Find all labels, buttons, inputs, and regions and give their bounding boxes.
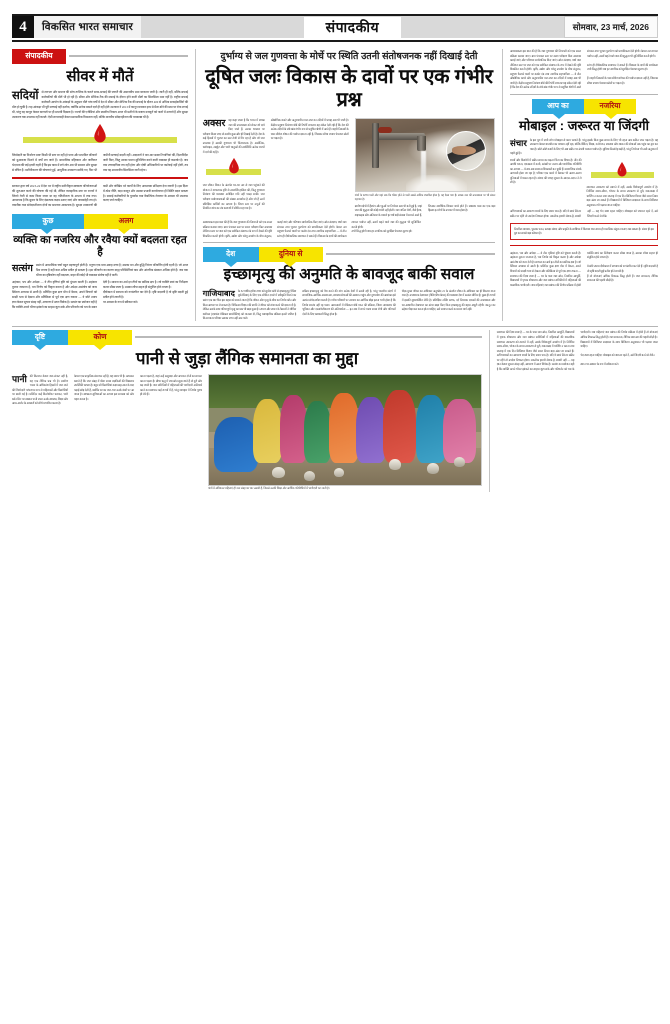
middle-tag-rule [326, 253, 496, 255]
bottom-dropcap: पानी [12, 373, 27, 384]
right-filler-body-1: आवश्यकता इस बात की है कि जल गुणवत्ता की निगरानी को एक सतत प्रक्रिया बनाया जाए। ग्राम पंचायत स्तर पर सरल परीक्षण किट उपलब्ध कराई जाएं और परिणाम सार्वजनिक किए जाएं। स्रोत संरक्षण, वर्षा जल संचयन तथा भूजल पुनर्भरण को प्राथमिकता देनी होगी। केवल नल लगाना पर्याप्त नहीं, उसमें बहने वाले जल की शुद्धता भी सुनिश्चित करनी होगी। [510, 49, 658, 63]
water-tap-photo [355, 118, 496, 192]
alt-body-4: ज्ञान केवल सूचना संग्रह नहीं, आचरण में उतरा विवेक है। सत्संग का प्रयोजन यही है कि व्यक्ति अपने भीतर झांकने का साहस जुटा सके और परिवर्तन को भय के स्थान पर अवसर के रूप में स्वीकार करे। [12, 299, 139, 309]
tag-nazariya[interactable]: नजरिया [584, 99, 636, 114]
column-divider-1 [195, 49, 196, 321]
right-column [510, 49, 658, 321]
figure [443, 399, 476, 463]
bottom-main [12, 330, 482, 491]
tag-drishti[interactable]: दृष्टि [12, 330, 68, 345]
right-body-2: बच्चों और किशोरों में स्क्रीन समय का बढ़ना चिंता का विषय है। नींद की अवधि घटना, एकाग्रता में कमी, आंखों पर तनाव और शारीरिक गतिविधि का अभाव — ये सब अब सामान्य शिकायतें बन चुकी हैं। सामाजिक संपर्क आभासी होता जा रहा है; परिवार एक कमरे में बैठकर भी अलग-अलग दुनियाओं में व्यस्त रहता है। संवाद की जगह सूचना के आदान-प्रदान ने ले ली है। [510, 157, 582, 185]
main-body-col2: जल जीवन मिशन के अंतर्गत घर-घर नल से जल पहुंचाने की योजना ने मात्रात्मक दृष्टि से उपलब्धि हासिल की, किंतु गुणवत्ता नियंत्रण की व्यवस्था अपेक्षित गति नहीं पकड़ सकी। जल परीक्षण प्रयोगशालाओं की संख्या अपर्याप्त है और जो हैं उनमें प्रशिक्षित कर्मियों का अभाव है। जिला स्तर पर नमूनों की नियमित जांच का तंत्र कागजों में सीमित रह गया है। [202, 183, 265, 211]
right-body-1-text: के इस युग में सभी लोग मोबाइल से काम चलाते हैं। परंतु इसके बिना कुछ समय के लिए भी रहना अब कठिन जान पड़ता है। यह उपकरण केवल बातचीत का माध्यम नहीं रहा, बल्कि बैंकिंग, शिक्षा, मनोरंजन, स्वास्थ्य और शासन की सेवाओं तक पहुंच का द्वार बन गया है। छोटे-छोटे कामों के लिए भी अब स्क्रीन पर उंगली चलाना पर्याप्त है। सुविधा निस्संदेह बढ़ी है, परंतु निर्भरता भी उसी अनुपात में गहरी हुई है। [510, 137, 658, 156]
bottom-body-col1-text: की किल्लत केवल जल-संकट नहीं है, वह एक लैंगिक प्रश्न भी है। ग्रामीण भारत के अधिकांश हिस्सों में जल लाने की जिम्मेदारी परंपरागत रूप से महिलाओं और किशोरियों पर डाली गई है। प्रतिदिन कई किलोमीटर चलकर, भारी बर्तन सिर पर रखकर पानी लाना उनके स्वास्थ्य, शिक्षा और आय-अर्जन के अवसरों को सीधे प्रभावित करता है। [12, 373, 68, 406]
main-drop-decoration [203, 158, 265, 180]
figure [356, 397, 386, 463]
figure [329, 393, 359, 463]
column-divider-3 [489, 330, 490, 491]
middle-dropcap: गाजियाबाद [202, 288, 235, 298]
bottom-body-col2: केवल एक प्राकृतिक संसाधन नहीं है, वह समय भी है। अध्ययन बताते हैं कि जल संग्रह में बीता समय लड़कियों की विद्यालय उपस्थिति घटाता है। बहुत सी किशोरियां कक्षा छह-सात के बाद पढ़ाई छोड़ देती हैं, क्योंकि घर का जल-भार उनके कंधों पर आ जाता है। स्वच्छता सुविधाओं का अभाव इस समस्या को और गहरा करता है। [74, 373, 135, 401]
masthead-center [141, 16, 564, 38]
middle-body-col3: पीड़ा-मुक्त जीवन का अधिकार अनुच्छेद 21 के अंतर्गत जीवन के अधिकार का ही विस्तार माना गया है। उपशामक देखभाल (पैलिएटिव केयर) की व्यवस्था देश में अत्यंत सीमित है; कुछ ही राज्यों में इसकी सुव्यवस्थित नीति है। प्रशिक्षित नर्सिंग स्टाफ, दर्द निवारक दवाओं की उपलब्धता और घर-आधारित देखभाल का ढांचा खड़ा किए बिना इच्छामृत्यु की बहस अधूरी रहेगी। कानून का उद्देश्य पीड़ा कम करना होना चाहिए, उसे समाप्त करने का सरल मार्ग नहीं। [401, 288, 496, 312]
alt-body-2: अहंकार, भय और अपेक्षा — ये तीन वृत्तियां दृष्टि को धुंधला करती हैं। अहंकार तुलना जन्माता है, भय निर्णय को विकृत करता है और अपेक्षा असंतोष को जन्म देती है। साधना का अर्थ इन तीनों का क्रमिक क्षय है। जो व्यक्ति स्वयं का निरीक्षण करना सीख जाता है, उसका रवैया सहज ही संतुलित होने लगता है। [12, 280, 188, 290]
figure [383, 390, 416, 463]
main-article-rule [203, 242, 496, 243]
tag-rule [69, 55, 188, 57]
main-photo-caption: गांवों के कच्चा पानी और यहां तक कि भीतर होने से पानी सबसे अधिक प्रभावित होता है, यह देखा गया है। स्वच्छ जल की उपलब्धता पर भी संकट गहराया है। [354, 193, 496, 201]
editorial-body-2: जिम्मेदारी का निर्धारण प्रायः किसी भी स्तर पर नहीं हो पाता और प्रभावित परिवारों को मुआवजा मिलने में वर्षों लग जाते हैं। सामाजिक बहिष्कार और जातिगत भेदभाव की जड़ें इतनी गहरी हैं कि इस काम में लगे लोग अब भी सम्मान और सुरक्षा से वंचित हैं। मशीनीकरण की घोषणाएं हुईं, आधुनिक उपकरण खरीदे गए, फिर भी जमीनी सच्चाई बदली नहीं। अदालतों ने बार-बार सख्त टिप्पणियां कीं, दिशानिर्देश जारी किए, किंतु उनका पालन सुनिश्चित करने वाली व्यवस्था ही कमजोर है। जब तक उत्तरदायित्व तय नहीं होगा और दोषी अधिकारियों पर कार्रवाई नहीं होगी, तब तक यह अमानवीय सिलसिला जारी रहेगा। [12, 152, 188, 172]
main-body-col1-text: यह कहा जाता है कि भारत में स्वच्छ जल की उपलब्धता को लेकर जो दावे किए जाते हैं, उनका धरातल पर परीक्षण किया जाए तो तस्वीर कुछ और ही दिखाई देती है। देश के कई हिस्सों में भूजल का स्तर तेजी से गिर रहा है और जो जल उपलब्ध है उसकी गुणवत्ता भी चिंताजनक है। आर्सेनिक, फ्लोराइड, नाइट्रेट और भारी धातुओं की उपस्थिति अनेक राज्यों में दर्ज की गई है। [202, 118, 265, 154]
editorial-body-1 [12, 90, 188, 120]
tap-spout [417, 136, 426, 152]
middle-headline: इच्छामृत्यु की अनुमति के बावजूद बाकी सवाल [223, 266, 475, 284]
right-rule-2 [510, 245, 658, 246]
main-article-column [203, 49, 496, 321]
water-splash [406, 175, 467, 191]
right-headline: मोबाइल : जरूरत या जिंदगी [519, 117, 649, 133]
top-section [12, 49, 658, 321]
right-drop-decoration [587, 162, 659, 182]
alt-headline: व्यक्ति का नजरिय और रवैया क्यों बदलता रहत है [13, 234, 187, 259]
editorial-tagrow [12, 49, 188, 64]
bottom-photo-caption: गांवों में अधिकतर महिलाएं ही जल संग्रह का भार उठाती हैं, जिससे उनकी शिक्षा और आर्थिक गतिविधियों में भागीदारी घट जाती है। [208, 487, 330, 491]
tag-editorial[interactable]: संपादकीय [12, 49, 66, 64]
tag-duniya-se[interactable]: दुनिया से [259, 247, 323, 262]
tap-handle [378, 127, 392, 133]
main-kicker: दुर्भाग्य से जल गुणवत्ता के मोर्चे पर स्थिति उतनी संतोषजनक नहीं दिखाई देती [220, 51, 478, 62]
middle-body-col2: सक्रिय इच्छामृत्यु को वैध करने की मांग अनेक देशों में उठती रही है, परंतु भारतीय संदर्भ में सामाजिक-आर्थिक असमानता, स्वास्थ्य सेवाओं की असमान पहुंच और दुरुपयोग की आशंका इसे अत्यंत संवेदनशील बनाती है। गरीब परिवारों पर उपचार का आर्थिक बोझ इतना भारी होता है कि निर्णय स्वतंत्र नहीं रह पाता। अस्पतालों में मेडिकल बोर्ड गठन की प्रक्रिया, जिला न्यायालय की भूमिका और दस्तावेजीकरण की अनिवार्यता — इन सब में लगने वाला समय रोगी और परिजनों दोनों के लिए कष्टकारी सिद्ध होता है। [302, 288, 396, 316]
bottom-body-col1 [12, 374, 68, 406]
alt-tagrow [12, 214, 188, 229]
figure [214, 417, 258, 472]
water-pot [427, 463, 439, 474]
right-box-text: नियमित व्यायाम, पुस्तक पठन, प्रत्यक्ष संवाद और प्रकृति के सान्निध्य में बिताया गया समय ही मानसिक संतुलन बनाए रख सकता है। संयम ही इस युग का सबसे बड़ा कौशल है। [514, 226, 654, 236]
tag-kon[interactable]: कोण [68, 330, 132, 345]
right-body-1 [510, 138, 658, 156]
tag-aap-ka[interactable]: आप का [532, 99, 584, 114]
right-filler-body-2: नीतिगत स्तर पर जल को एक समेकित संसाधन के रूप में देखने की दृष्टि विकसित करनी होगी। कृषि, उद्योग और घरेलू उपयोग के बीच संतुलन, प्रदूषण फैलाने वालों पर कठोर दंड तथा नागरिक सहभागिता — ये तीन स्तंभ ही दीर्घकालिक समाधान दे सकते हैं। विकास के दावों की सार्थकता तभी सिद्ध होगी जब हर नागरिक को सुरक्षित पेयजल सुलभ हो। [510, 62, 658, 76]
bottom-tag-rule [135, 336, 482, 338]
water-pot [304, 471, 315, 481]
water-pot [334, 468, 344, 477]
middle-tagrow [203, 247, 496, 262]
right-filler-body-3: औद्योगिक कचरे और अनुपचारित मल-जल का नदियों में प्रवाह अब भी जारी है। केंद्रीय प्रदूषण नियंत्रण बोर्ड की रिपोर्टें लगातार यह संकेत देती रही हैं कि देश की अनेक नदियों के लंबे खंड गंभीर रूप से प्रदूषित श्रेणी में आते हैं। शहरी निकायों के पास सीवेज शोधन की पर्याप्त क्षमता नहीं है, जिसका सीधा प्रभाव पेयजल स्रोतों पर पड़ता है। [510, 76, 658, 90]
water-drop-icon-right [617, 162, 627, 177]
alt-dropcap: सत्संग [12, 263, 33, 275]
water-pot [389, 459, 401, 470]
main-body-col5: आवश्यकता इस बात की है कि जल गुणवत्ता की निगरानी को एक सतत प्रक्रिया बनाया जाए। ग्राम पंचायत स्तर पर सरल परीक्षण किट उपलब्ध कराई जाएं और परिणाम सार्वजनिक किए जाएं। स्रोत संरक्षण, वर्षा जल संचयन तथा भूजल पुनर्भरण को प्राथमिकता देनी होगी। केवल नल लगाना पर्याप्त नहीं, उसमें बहने वाले जल की शुद्धता भी सुनिश्चित करनी होगी। [202, 220, 421, 229]
women-water-photo [208, 374, 482, 486]
editorial-rule [12, 177, 188, 178]
right-body-7: स्थिरता अभ्यास से आती है। प्रतिदिन कुछ क्षण मौन में बैठना, अपने विचारों को साक्षी भाव से देखना और प्रतिक्रिया से पूर्व एक क्षण रुकना — ये छोटे उपाय दीर्घकाल में स्वभाव को रूपांतरित कर देते हैं। दृष्टि बदलती है तो सृष्टि बदली हुई प्रतीत होने लगती है। [510, 264, 658, 274]
photo-inset-circle [446, 131, 486, 171]
alt-body-3: स्थिरता अभ्यास से आती है। प्रतिदिन कुछ क्षण मौन में बैठना, अपने विचारों को साक्षी भाव से देखना और प्रतिक्रिया से पूर्व एक क्षण रुकना — ये छोटे उपाय दीर्घकाल में स्वभाव को रूपांतरित कर देते हैं। दृष्टि बदलती है तो सृष्टि बदली हुई प्रतीत होने लगती है। [12, 290, 188, 299]
right-body-3: समाधान उपकरण को त्यागने में नहीं, उसके विवेकपूर्ण उपयोग में है। निश्चित समय-सीमा, भोजन के समय उपकरण से दूरी, शयनकक्ष में चार्जिंग न करना तथा सप्ताह में एक दिन डिजिटल विराम जैसे सरल नियम बड़ा अंतर ला सकते हैं। विद्यालयों में डिजिटल साक्षरता के साथ डिजिटल अनुशासन भी पढ़ाया जाना चाहिए। [586, 184, 658, 207]
figure [253, 399, 283, 463]
right-rule-1 [510, 94, 658, 95]
editorial-headline: सीवर में मौतें [66, 68, 134, 85]
editorial-drop-decoration [12, 124, 188, 150]
bottom-right-body-4: ज्ञान केवल सूचना संग्रह नहीं, आचरण में उतरा विवेक है। सत्संग का प्रयोजन यही है कि व्यक्ति अपने भीतर झांकने का साहस जुटा सके और परिवर्तन को भय के स्थान पर अवसर के रूप में स्वीकार करे। [496, 362, 619, 371]
editorial-dropcap: सदियों [12, 90, 39, 103]
right-highlight-box [510, 223, 658, 240]
figure [280, 395, 307, 463]
main-body-col1 [203, 118, 265, 154]
main-headline: दूषित जलः विकास के दावों पर एक गंभीर प्रश्न [205, 66, 493, 111]
section-title: संपादकीय [304, 17, 401, 38]
right-body-4: अभिभावकों का आचरण बच्चों के लिए प्रथम पाठ है। यदि वे स्वयं निरंतर स्क्रीन पर रहेंगे तो उपदेश निष्फल होगा। तकनीक हमारी सेवक है, स्वामी नहीं — यह भेद स्पष्ट रहना चाहिए। मोबाइल को जरूरत रहने दें, उसे जिंदगी बनने से रोकें। [510, 209, 658, 219]
right-body-8: समाधान की दिशा स्पष्ट है — घर के पास जल स्रोत, नियमित आपूर्ति, विद्यालयों में पृथक शौचालय और जल प्रबंधन समितियों में महिलाओं की वास्तविक भागीदारी। जब महिलाएं जल प्रबंधन की निर्णय प्रक्रिया में होती हैं तो योजनाएं अधिक टिकाऊ सिद्ध होती हैं। जल समानता, लैंगिक समानता की पहली सीढ़ी है। [510, 273, 658, 287]
page-number: 4 [12, 16, 34, 38]
masthead-date: सोमवार, 23 मार्च, 2026 [564, 16, 658, 38]
water-pot [272, 467, 285, 478]
bottom-tagrow [12, 330, 482, 345]
water-drop-icon [94, 124, 107, 143]
main-body-col6: नीतिगत स्तर पर जल को एक समेकित संसाधन के रूप में देखने की दृष्टि विकसित करनी होगी। कृषि, उद्योग और घरेलू उपयोग के बीच संतुलन, प्रदूषण फैलाने वालों पर कठोर दंड तथा नागरिक सहभागिता — ये तीन स्तंभ ही दीर्घकालिक समाधान दे सकते हैं। विकास के दावों की सार्थकता तभी सिद्ध होगी जब हर नागरिक को सुरक्षित पेयजल सुलभ हो। [202, 229, 413, 238]
figure [416, 395, 446, 463]
bottom-headline: पानी से जुड़ा लैंगिक समानता का मुद्दा [135, 349, 359, 369]
main-body-col3: औद्योगिक कचरे और अनुपचारित मल-जल का नदियों में प्रवाह अब भी जारी है। केंद्रीय प्रदूषण नियंत्रण बोर्ड की रिपोर्टें लगातार यह संकेत देती रही हैं कि देश की अनेक नदियों के लंबे खंड गंभीर रूप से प्रदूषित श्रेणी में आते हैं। शहरी निकायों के पास सीवेज शोधन की पर्याप्त क्षमता नहीं है, जिसका सीधा प्रभाव पेयजल स्रोतों पर पड़ता है। [270, 118, 349, 141]
editorial-body-1-text: से लगभग और समाज की सोच तालिक के चलते साफ-सफाई की जरूरी की अमानवीय प्रथा बरकरार जारी है। जारी ही नहीं, बल्कि सफाई कर्मचारियों की मौतें भी हो रही हैं। सीवर और सेप्टिक टैंक की सफाई के दौरान होने वाली मौतों का सिलसिला थमा नहीं है। राष्ट्रीय सफाई कर्मचारी आयोग के आंकड़ों के अनुसार बीते पांच वर्षों में देश में सीवर और सेप्टिक टैंक की सफाई के दौरान 400 से अधिक सफाईकर्मियों की मौत हो चुकी है। यह आंकड़ा भी पूरी सच्चाई नहीं दर्शाता, क्योंकि अनेक मामले दर्ज ही नहीं होते। सरकार ने 2013 में कानून बनाकर हाथ से मैला ढोने की प्रथा पर रोक लगाई थी, परंतु यह कानून केवल कागजों पर ही प्रभावी दिखता है। राज्यों की एजेंसियां और स्थानीय निकाय आज भी मशीनों के बजाय मजदूरों को नालों में उतारते हैं और सुरक्षा उपकरण तक उपलब्ध नहीं कराते। ऐसी लापरवाही केवल प्रशासनिक विफलता नहीं, बल्कि मानवीय संवेदनहीनता की पराकाष्ठा भी है। [12, 90, 188, 119]
inset-hand [452, 146, 476, 155]
right-tagrow [510, 99, 658, 114]
main-dropcap: अक्सर [202, 118, 226, 129]
bottom-divider [12, 326, 658, 327]
bottom-body-col3: करना पड़ता है, जहां उन्हें असुरक्षा और अपमान दोनों का सामना करना पड़ता है। ग्रीष्म ऋतु में जब स्रोत सूख जाते हैं तो दूरी और बढ़ जाती है। जल समितियों में महिलाओं की भागीदारी अनिवार्य करने का प्रावधान कई राज्यों में है, परंतु व्यवहार में निर्णय पुरुष ही लेते हैं। [140, 373, 202, 397]
right-body-6: अहंकार, भय और अपेक्षा — ये तीन वृत्तियां दृष्टि को धुंधला करती हैं। अहंकार तुलना जन्माता है, भय निर्णय को विकृत करता है और अपेक्षा असंतोष को जन्म देती है। साधना का अर्थ इन तीनों का क्रमिक क्षय है। जो व्यक्ति स्वयं का निरीक्षण करना सीख जाता है, उसका रवैया सहज ही संतुलित होने लगता है। [510, 250, 658, 264]
middle-body-col1 [203, 289, 297, 321]
editorial-body-3: सरकार द्वारा वर्ष 2023-24 में देश भर में राष्ट्रीय मशीनीकृत स्वच्छता परियोजनाओं की शुरुआत करने की घोषणा की गई थी, लेकिन व्यवहारिक स्तर पर राज्यों ने जितने तेजी से काम किया जाना था वह गतिशीलता के अभाव में रुक गया। आवश्यक है कि सुधार के लिए दंडात्मक कदम उठाए जाएं और जवाबदेही तय हो। तकनीक तथा संवेदनशीलता दोनों का समन्वय आवश्यक है। सुरक्षा उपकरणों की कमी और जोखिम भरे कार्यों के लिए आवश्यक प्रशिक्षण देना जरूरी है। इस दिशा में ठोस नीति, कड़ा कानून और उसका प्रभावी कार्यान्वयन ही स्थिति बदल सकता है। सफाई कर्मचारियों के पुनर्वास तथा वैकल्पिक रोजगार के अवसर भी उपलब्ध कराए जाने चाहिए। [12, 183, 188, 208]
middle-body-col1-text: के 32 वर्षीय हरीश राणा को सुप्रीम कोर्ट से इच्छामृत्यु (पैसिव यूथेनेसिया) के लिए एक सीमित दायरे में स्वीकृति मिलने का प्रसंग एक बार फिर इस बहस को सामने लाता है कि जीवन और मृत्यु के बीच का निर्णय कौन और किस आधार पर ले सकता है। चिकित्सा विज्ञान की प्रगति ने जीवन को लंबा करने की क्षमता दी है, लेकिन उसके साथ गरिमापूर्ण मृत्यु का प्रश्न भी खड़ा हुआ है। 2018 और 2023 के फैसलों ने जीवित वसीयत (एडवांस मेडिकल डायरेक्टिव) को मान्यता दी, किंतु व्यावहारिक प्रक्रिया इतनी जटिल है कि सामान्य परिवार उसका लाभ नहीं उठा पाते। [202, 288, 297, 321]
bottom-right-column [497, 330, 658, 491]
tag-kuchh[interactable]: कुछ [12, 214, 84, 229]
water-pot [454, 457, 465, 467]
bottom-section [12, 326, 658, 492]
tag-desh[interactable]: देश [203, 247, 259, 262]
editorial-column [12, 49, 188, 321]
bottom-right-body-2: समाधान उपकरण को त्यागने में नहीं, उसके विवेकपूर्ण उपयोग में है। निश्चित समय-सीमा, भोजन के समय उपकरण से दूरी, शयनकक्ष में चार्जिंग न करना तथा सप्ताह में एक दिन डिजिटल विराम जैसे सरल नियम बड़ा अंतर ला सकते हैं। विद्यालयों में डिजिटल साक्षरता के साथ डिजिटल अनुशासन भी पढ़ाया जाना चाहिए। [496, 339, 658, 353]
alt-body-1-text: प्रसंग में अध्यात्मिक चर्चा बहुत महत्त्वपूर्ण होती है। मनुष्य एक धारा-प्रवाह सत्ता है; उसका मन और बुद्धि निरंतर परिवर्तित होती रहती है। जो आज प्रिय लगता है वही कल अप्रिय प्रतीत हो सकता है। इस परिवर्तन का कारण बाह्य परिस्थितियां कम और आंतरिक संस्कार अधिक होते हैं। जब तक भीतर का दृष्टिकोण नहीं बदलता, बाहर की कोई भी व्यवस्था संतोष नहीं दे पाती। [35, 263, 188, 278]
alt-body-1 [12, 263, 188, 278]
water-drop-icon-main [228, 158, 239, 174]
main-body-col4: ग्रामीण क्षेत्रों में हैंडपंप और कुओं पर निर्भरता अब भी बनी हुई है, जहां जल की शुद्धता की कोई गारंटी नहीं होती। जल जनित रोगों, जैसे हैजा, टाइफाइड और अतिसार के मामले हर वर्ष बड़ी संख्या में सामने आते हैं, जिनका सर्वाधिक शिकार बच्चे होते हैं। स्वास्थ्य व्यय का एक बड़ा हिस्सा इन रोगों के उपचार में व्यय होता है। [354, 203, 496, 217]
masthead [12, 14, 658, 38]
tag-alag[interactable]: अलग [84, 214, 168, 229]
bottom-right-body-1: समाधान की दिशा स्पष्ट है — घर के पास जल स्रोत, नियमित आपूर्ति, विद्यालयों में पृथक शौचालय और जल प्रबंधन समितियों में महिलाओं की वास्तविक भागीदारी। जब महिलाएं जल प्रबंधन की निर्णय प्रक्रिया में होती हैं तो योजनाएं अधिक टिकाऊ सिद्ध होती हैं। जल समानता, लैंगिक समानता की पहली सीढ़ी है। [496, 330, 658, 339]
masthead-rule [12, 40, 658, 42]
right-dropcap: संचार [510, 137, 527, 148]
paper-name: विकसित भारत समाचार [34, 16, 141, 38]
bottom-right-body-3: अभिभावकों का आचरण बच्चों के लिए प्रथम पाठ है। यदि वे स्वयं निरंतर स्क्रीन पर रहेंगे तो उपदेश निष्फल होगा। तकनीक हमारी सेवक है, स्वामी नहीं — यह भेद स्पष्ट रहना चाहिए। मोबाइल को जरूरत रहने दें, उसे जिंदगी बनने से रोकें। [496, 353, 655, 362]
column-divider-2 [502, 49, 503, 321]
figure [304, 401, 331, 463]
